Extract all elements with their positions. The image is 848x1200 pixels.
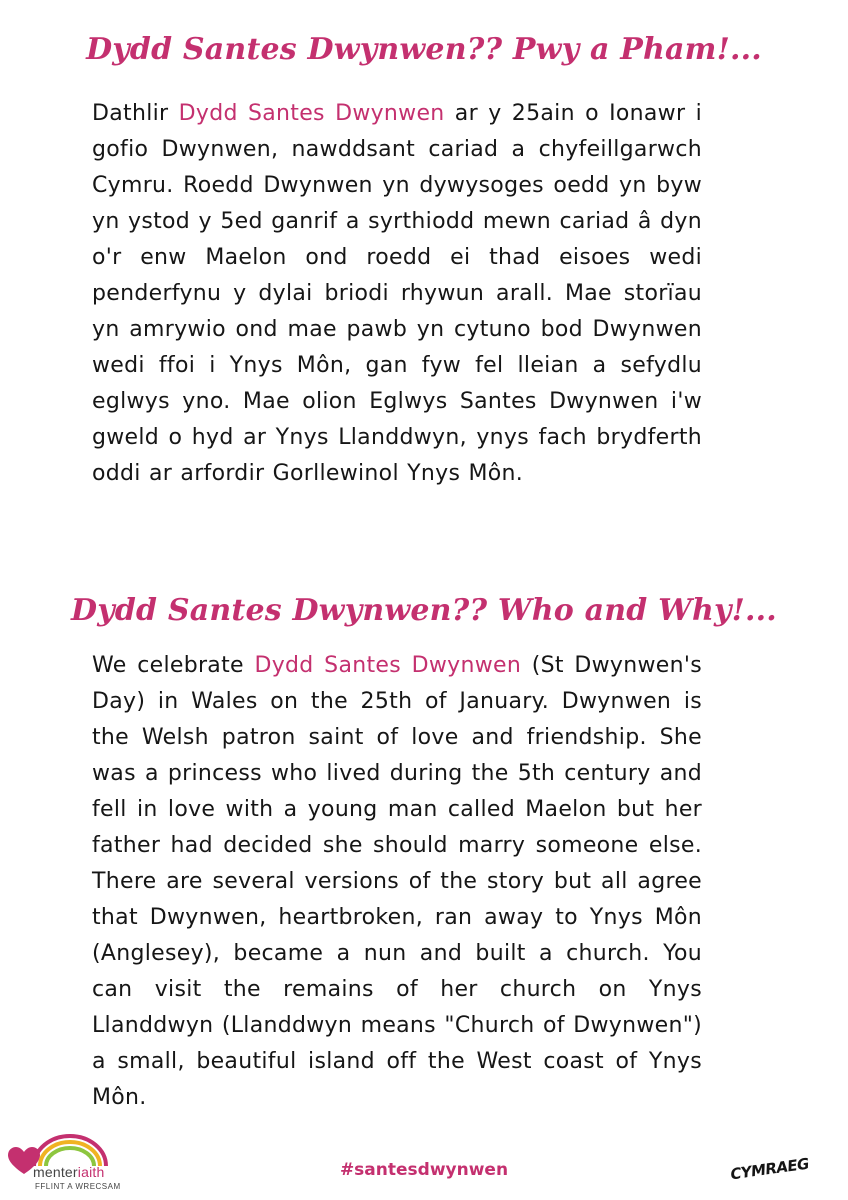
english-highlight: Dydd Santes Dwynwen xyxy=(254,653,522,678)
hashtag: #santesdwynwen xyxy=(339,1160,509,1180)
logo-subtitle: FFLINT A WRECSAM xyxy=(35,1182,121,1191)
welsh-paragraph xyxy=(92,96,702,492)
welsh-intro: Dathlir xyxy=(92,101,179,126)
welsh-heading: Dydd Santes Dwynwen?? Pwy a Pham!... xyxy=(86,32,762,67)
welsh-body: ar y 25ain o Ionawr i gofio Dwynwen, nawddsant cariad a chyfeillgarwch Cymru. Roedd Dwynwen yn dywysoges oedd yn byw yn ystod y 5ed ganrif a syrthiodd mewn cariad â dyn o'r enw Maelon ond roedd ei thad eisoes wedi penderfynu y dylai briodi rhywun arall. Mae storïau yn amrywio ond mae pawb yn cytuno bod Dwynwen wedi ffoi i Ynys Môn, gan fyw fel lleian a sefydlu eglwys yno. Mae olion Eglwys Santes Dwynwen i'w gweld o hyd ar Ynys Llanddwyn, ynys fach brydferth oddi ar arfordir Gorllewinol Ynys Môn. xyxy=(92,101,702,486)
english-paragraph xyxy=(92,648,702,1116)
logo-name-part1: menter xyxy=(33,1164,78,1180)
english-body: (St Dwynwen's Day) in Wales on the 25th of January. Dwynwen is the Welsh patron saint of love and friendship. She was a princess who lived during the 5th century and fell in love with a young man called Maelon but her father had decided she should marry someone else. There are several versions of the story but all agree that Dwynwen, heartbroken, ran away to Ynys Môn (Anglesey), became a nun and built a church. You can visit the remains of her church on Ynys Llanddwyn (Llanddwyn means "Church of Dwynwen") a small, beautiful island off the West coast of Ynys Môn. xyxy=(92,653,702,1110)
english-heading: Dydd Santes Dwynwen?? Who and Why!... xyxy=(71,593,777,628)
welsh-highlight: Dydd Santes Dwynwen xyxy=(178,101,445,126)
logo-name-part2: iaith xyxy=(77,1164,105,1180)
english-intro: We celebrate xyxy=(92,653,255,678)
cymraeg-badge: CYMRAEG xyxy=(730,1154,809,1184)
